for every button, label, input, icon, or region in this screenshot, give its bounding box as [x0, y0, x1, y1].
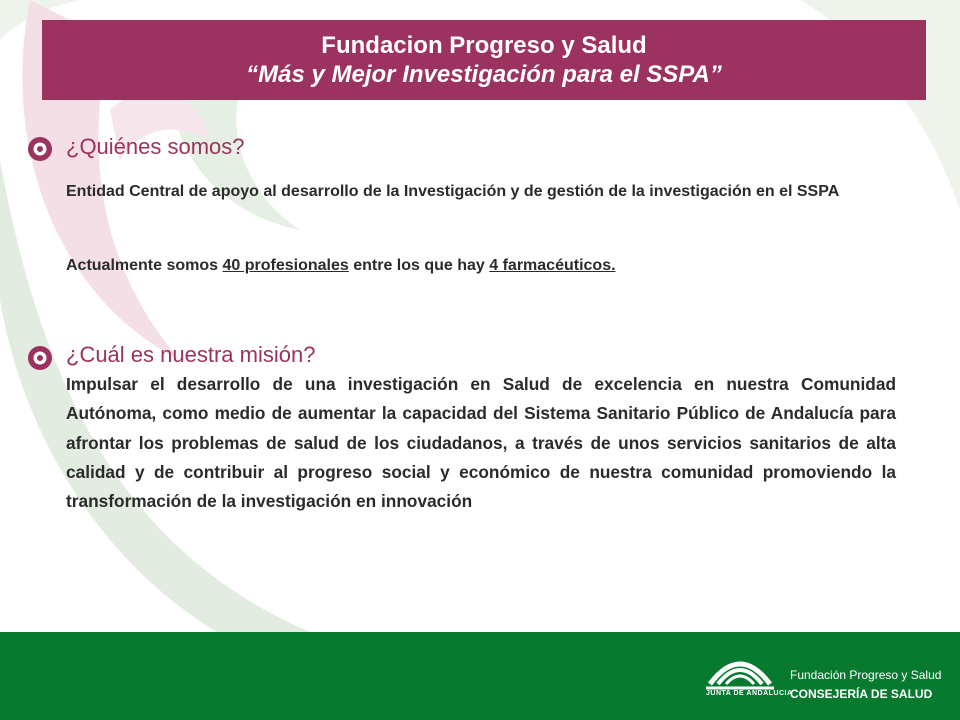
title-banner	[42, 20, 926, 100]
ring-bullet-icon	[26, 344, 54, 372]
section-paragraph: Entidad Central de apoyo al desarrollo de la Investigación y de gestión de la investigación en el SSPA	[66, 183, 840, 200]
footer-bar	[0, 632, 960, 720]
junta-andalucia-logo	[700, 644, 780, 714]
section-heading: ¿Quiénes somos?	[66, 134, 245, 159]
text-segment: Actualmente somos	[66, 257, 223, 274]
page-subtitle: “Más y Mejor Investigación para el SSPA”	[246, 61, 722, 88]
footer-org-name: Fundación Progreso y Salud	[790, 668, 942, 682]
text-segment: entre los que hay	[348, 257, 490, 274]
section-heading: ¿Cuál es nuestra misión?	[66, 342, 316, 367]
underlined-count: 40 profesionales	[222, 257, 349, 274]
section-paragraph	[66, 254, 896, 277]
logo-caption: JUNTA DE ANDALUCIA	[706, 690, 793, 697]
ring-bullet-icon	[26, 135, 54, 163]
page-title: Fundacion Progreso y Salud	[321, 32, 647, 59]
section-who-we-are	[0, 130, 960, 290]
section-mission	[0, 338, 960, 588]
section-paragraph: Impulsar el desarrollo de una investigación en Salud de excelencia en nuestra Comunidad Autónoma, como medio de aumentar la capacidad del Sistema Sanitario Público de Andalucía para afrontar los problemas de salud de los ciudadanos, a través de unos servicios sanitarios de alta calidad y de contribuir al progreso social y económico de nuestra comunidad promoviendo la transformación de la investigación en innovación	[66, 374, 896, 512]
underlined-count: 4 farmacéuticos.	[489, 257, 616, 274]
footer-department: CONSEJERÍA DE SALUD	[790, 687, 933, 701]
